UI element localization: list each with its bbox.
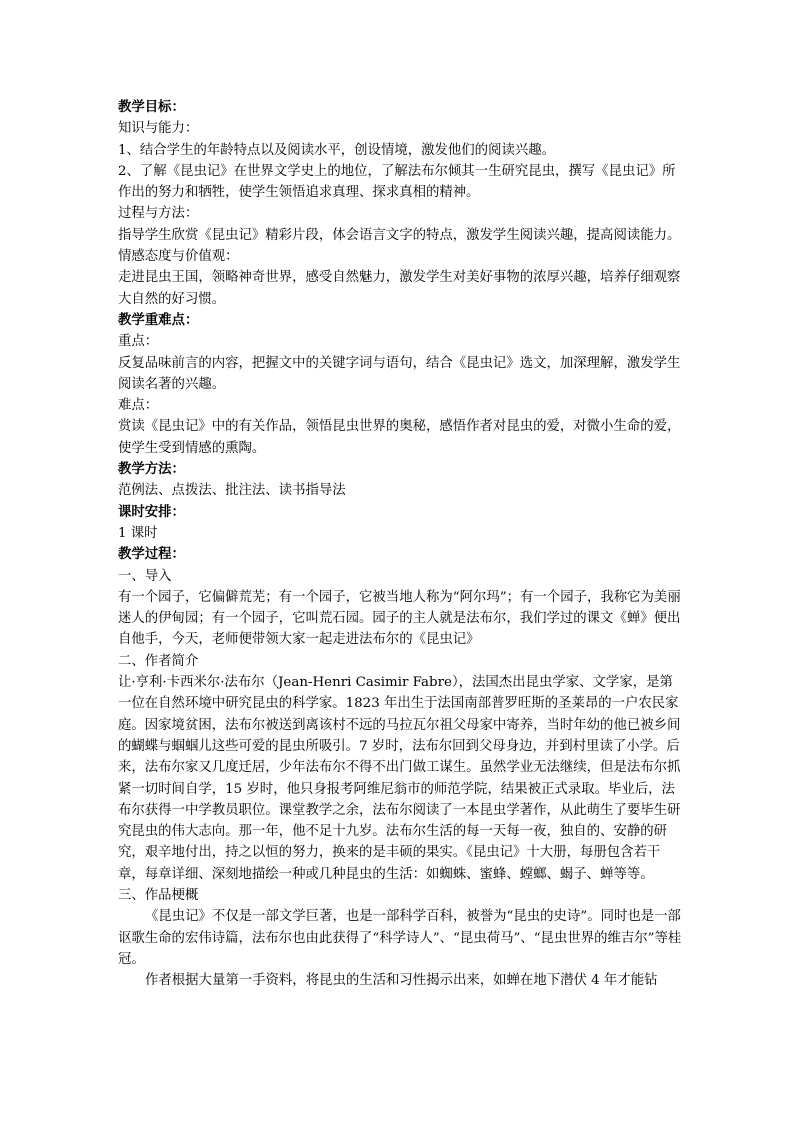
schedule-text: 1 课时 [118,525,158,541]
section1-title: 一、导入 [118,568,172,584]
knowledge-item-1: 1、结合学生的年龄特点以及阅读水平，创设情境，激发他们的阅读兴趣。 [118,142,556,158]
knowledge-item-2: 2、了解《昆虫记》在世界文学史上的地位，了解法布尔倾其一生研究昆虫，撰写《昆虫记》所作出的努力和牺牲，使学生领悟追求真理、探求真相的精神。 [118,163,676,201]
section3-paragraph-2: 作者根据大量第一手资料，将昆虫的生活和习性揭示出来，如蝉在地下潜伏 4 年才能钻 [145,973,658,989]
process-text: 指导学生欣赏《昆虫记》精彩片段，体会语言文字的特点，激发学生阅读兴趣，提高阅读能力。 [118,227,681,243]
difficult-text: 赏读《昆虫记》中的有关作品，领悟昆虫世界的奥秘，感悟作者对昆虫的爱，对微小生命的爱，使学生受到情感的熏陶。 [118,419,681,456]
emotion-label: 情感态度与价值观： [118,249,239,265]
keypoints-heading: 教学重难点： [118,312,199,328]
objectives-heading: 教学目标： [118,100,185,115]
section1-text: 有一个园子，它偏僻荒芜；有一个园子，它被当地人称为“阿尔玛”；有一个园子，我称它为美丽迷人的伊甸园；有一个园子，它叫荒石园。园子的主人就是法布尔，我们学过的课文《蝉》便出自他手，今天，老师便带领大家一起走进法布尔的《昆虫记》 [118,589,681,648]
methods-text: 范例法、点拨法、批注法、读书指导法 [118,483,346,499]
methods-heading: 教学方法： [118,462,185,478]
section3-title: 三、作品梗概 [118,887,199,903]
key-label: 重点： [118,334,159,350]
document-page [118,97,684,991]
knowledge-label: 知识与能力： [118,121,199,137]
difficult-label: 难点： [118,398,159,414]
section2-text: 让·亨利·卡西米尔·法布尔（Jean-Henri Casimir Fabre），法国杰出昆虫学家、文学家，是第一位在自然环境中研究昆虫的科学家。1823 年出生于法国南部普罗旺斯的圣莱昂的一户农民家庭。因家境贫困，法布尔被送到离该村不远的马拉瓦尔祖父母家中寄养，当时年幼的他已被乡间的蝴蝶与蝈蝈儿这些可爱的昆虫所吸引。7 岁时，法布尔回到父母身边，并到村里读了小学。后来，法布尔家又几度迁居，少年法布尔不得不出门做工谋生。虽然学业无法继续，但是法布尔抓紧一切时间自学，15 岁时，他只身报考阿维尼翁市的师范学院，结果被正式录取。毕业后，法布尔获得一中学教员职位。课堂教学之余，法布尔阅读了一本昆虫学著作，从此萌生了要毕生研究昆虫的伟大志向。那一年，他不足十九岁。法布尔生活的每一天每一夜，独自的、安静的研究，艰辛地付出，持之以恒的努力，换来的是丰硕的果实。《昆虫记》十大册，每册包含若干章，每章详细、深刻地描绘一种或几种昆虫的生活：如蜘蛛、蜜蜂、螳螂、蝎子、蝉等等。 [118,675,681,882]
section3-paragraph-1: 《昆虫记》不仅是一部文学巨著，也是一部科学百科，被誉为“昆虫的史诗”。同时也是一部讴歌生命的宏伟诗篇，法布尔也由此获得了“科学诗人”、“昆虫荷马”、“昆虫世界的维吉尔”等桂冠。 [118,909,682,967]
procedure-heading: 教学过程： [118,547,185,563]
key-text: 反复品味前言的内容，把握文中的关键字词与语句，结合《昆虫记》选文，加深理解，激发学生阅读名著的兴趣。 [118,355,681,392]
process-label: 过程与方法： [118,206,199,222]
section2-title: 二、作者简介 [118,653,199,669]
emotion-text: 走进昆虫王国，领略神奇世界，感受自然魅力，激发学生对美好事物的浓厚兴趣，培养仔细观察大自然的好习惯。 [118,270,681,307]
schedule-heading: 课时安排： [118,504,185,520]
